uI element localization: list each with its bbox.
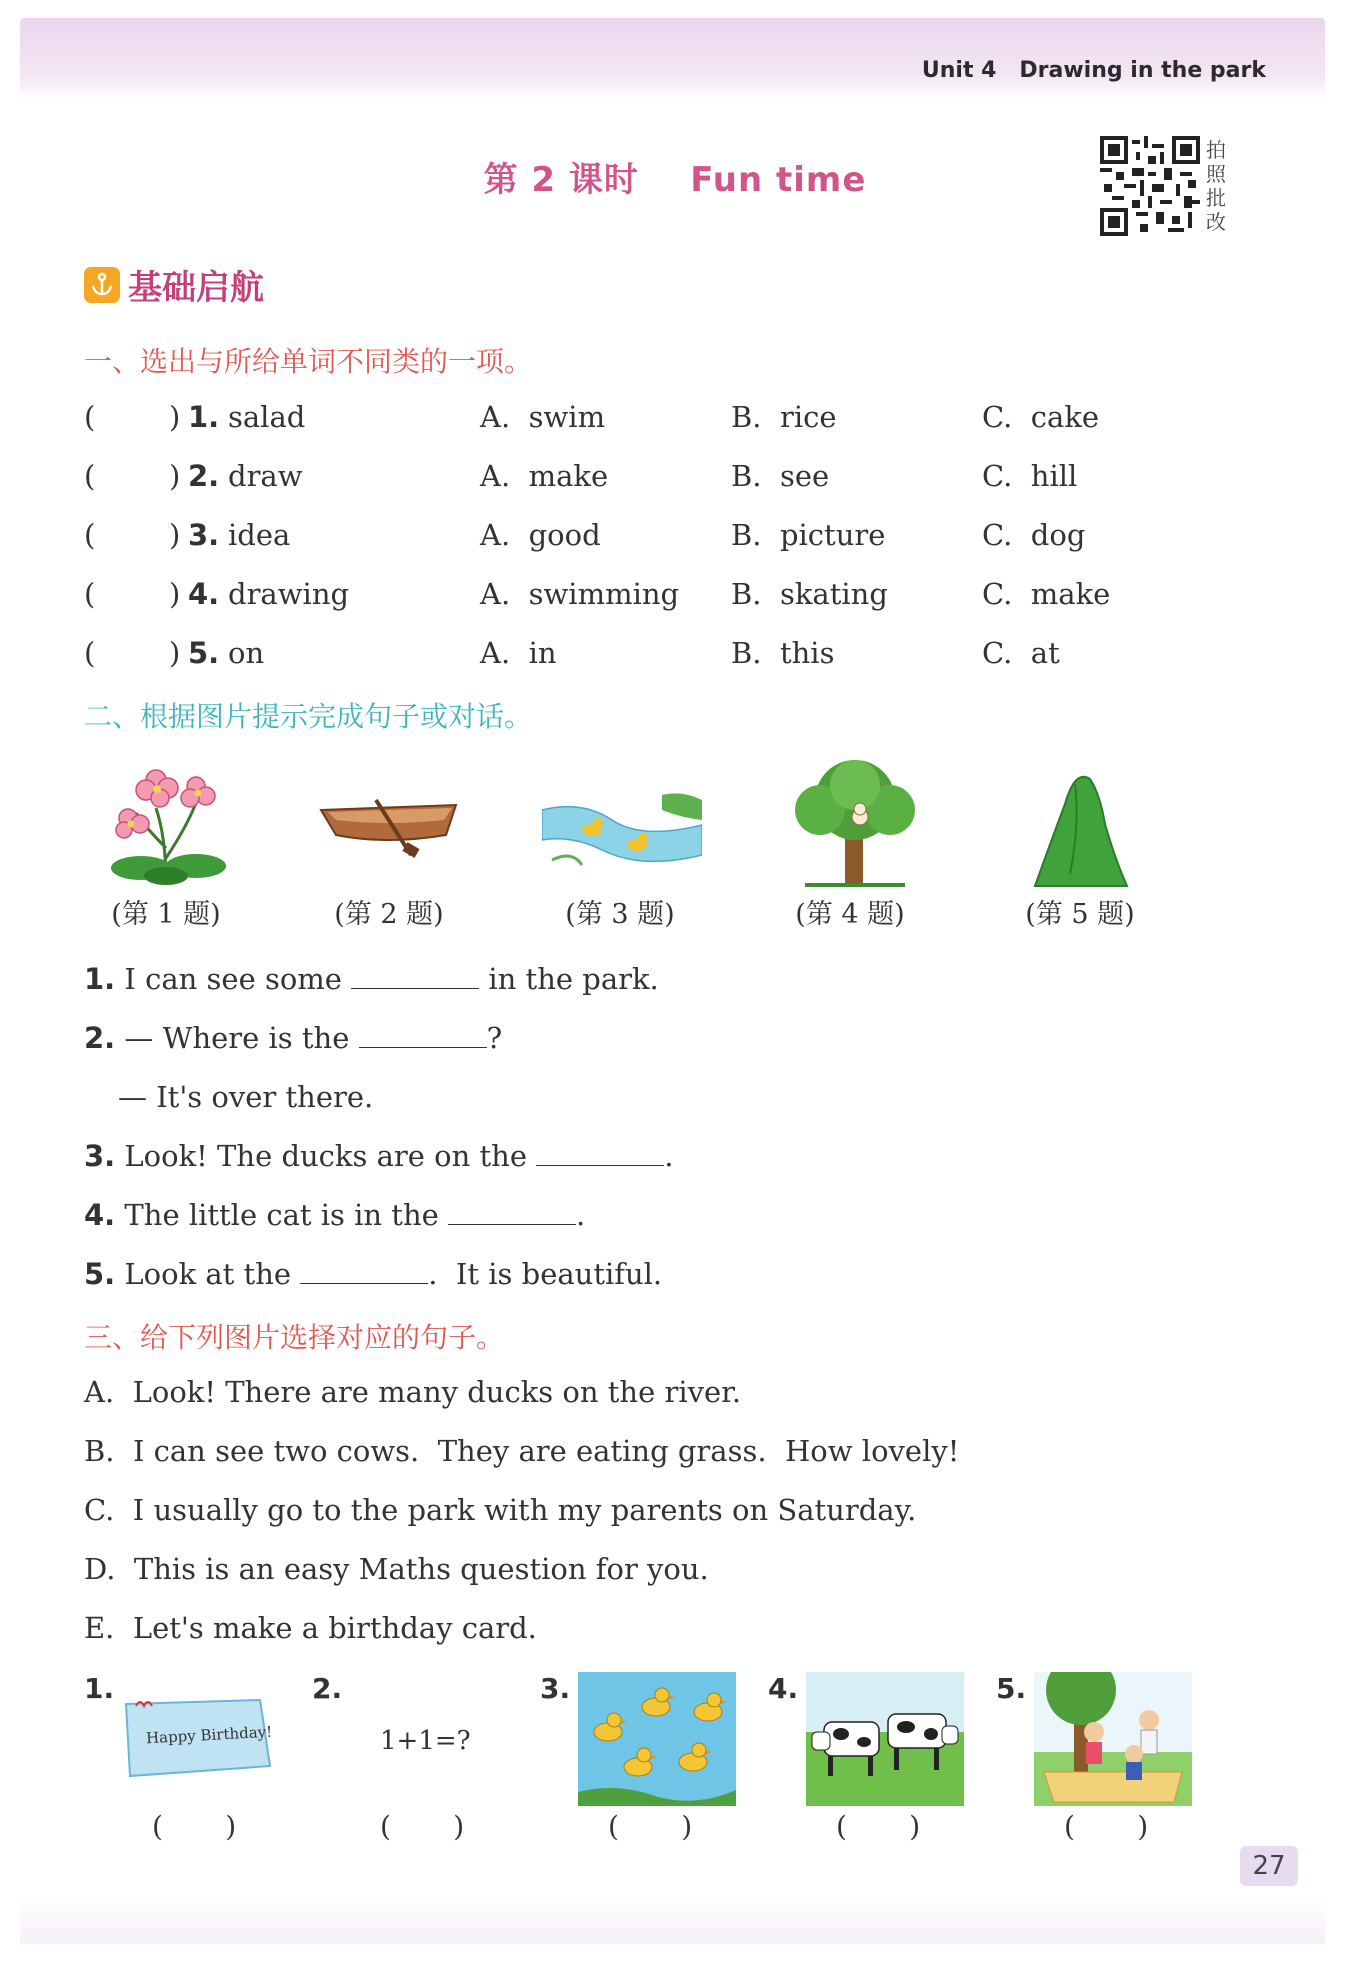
sentence-text-pre: I can see some [115, 962, 352, 996]
answer-paren[interactable]: ( ) [152, 1810, 237, 1843]
unit-title: Unit 4 Drawing in the park [921, 58, 1266, 83]
page-number: 27 [1240, 1846, 1298, 1886]
item-word: salad [228, 400, 306, 434]
sentence-5 [84, 1257, 662, 1291]
picture-number: 5. [996, 1672, 1027, 1705]
item-word: idea [228, 518, 291, 552]
option-b: B. see [731, 459, 830, 493]
sentence-1 [84, 962, 659, 996]
sentence-number: 3. [84, 1139, 116, 1173]
item-number: 5. [188, 636, 220, 670]
answer-paren[interactable]: ( ) [608, 1810, 693, 1843]
birthday-card-image [122, 1696, 272, 1778]
picture-caption: (第 5 题) [1025, 899, 1135, 930]
sentence-text-pre: Look! The ducks are on the [115, 1139, 537, 1173]
answer-paren[interactable]: ( ) [84, 636, 181, 670]
item-number: 4. [188, 577, 220, 611]
hill-image [1030, 764, 1130, 889]
answer-paren[interactable]: ( ) [84, 518, 181, 552]
option-sentence-e: E. Let's make a birthday card. [84, 1611, 537, 1645]
option-b: B. this [731, 636, 835, 670]
sentence-3 [84, 1139, 673, 1173]
bottom-band [20, 1894, 1325, 1944]
item-number: 3. [188, 518, 220, 552]
qr-code-icon[interactable] [1100, 136, 1200, 236]
sentence-text-post: in the park. [479, 962, 659, 996]
section-title [84, 260, 264, 309]
answer-blank[interactable] [351, 964, 479, 989]
answer-blank[interactable] [300, 1259, 428, 1284]
cows-image [806, 1672, 964, 1806]
sentence-text-post: . [664, 1139, 674, 1173]
sentence-text-post: . It is beautiful. [428, 1257, 663, 1291]
boat-image [316, 790, 461, 860]
sentence-text-pre: — Where is the [115, 1021, 359, 1055]
option-a: A. make [480, 459, 609, 493]
part3-heading: 三、给下列图片选择对应的句子。 [84, 1321, 505, 1354]
answer-paren[interactable]: ( ) [84, 577, 181, 611]
lesson-title: 第 2 课时 Fun time [483, 160, 867, 200]
qr-label: 拍照批改 [1206, 138, 1226, 234]
option-c: C. cake [982, 400, 1100, 434]
anchor-icon [84, 267, 120, 303]
option-c: C. at [982, 636, 1060, 670]
option-a: A. swimming [480, 577, 680, 611]
option-a: A. good [480, 518, 601, 552]
sentence-number: 1. [84, 962, 116, 996]
part1-heading: 一、选出与所给单词不同类的一项。 [84, 345, 533, 378]
item-word: on [228, 636, 265, 670]
option-b: B. skating [731, 577, 888, 611]
item-word: drawing [228, 577, 350, 611]
option-a: A. swim [480, 400, 606, 434]
sentence-number: 4. [84, 1198, 116, 1232]
answer-paren[interactable]: ( ) [836, 1810, 921, 1843]
picnic-image [1034, 1672, 1192, 1806]
tree-image [785, 755, 925, 890]
picture-caption: (第 2 题) [334, 899, 444, 930]
sentence-number: 5. [84, 1257, 116, 1291]
option-b: B. picture [731, 518, 886, 552]
answer-blank[interactable] [536, 1141, 664, 1166]
picture-number: 3. [540, 1672, 571, 1705]
section-title-text: 基础启航 [128, 268, 264, 308]
picture-number: 2. [312, 1672, 343, 1705]
item-number: 2. [188, 459, 220, 493]
answer-paren[interactable]: ( ) [1064, 1810, 1149, 1843]
answer-blank[interactable] [448, 1200, 576, 1225]
option-c: C. dog [982, 518, 1086, 552]
sentence-2 [84, 1021, 502, 1055]
ducks-image [578, 1672, 736, 1806]
picture-number: 1. [84, 1672, 115, 1705]
picture-caption: (第 4 题) [795, 899, 905, 930]
sentence-text-pre: Look at the [115, 1257, 301, 1291]
option-sentence-b: B. I can see two cows. They are eating grass. How lovely! [84, 1434, 960, 1468]
answer-blank[interactable] [359, 1023, 487, 1048]
part2-heading: 二、根据图片提示完成句子或对话。 [84, 700, 533, 733]
item-number: 1. [188, 400, 220, 434]
sentence-4 [84, 1198, 585, 1232]
sentence-text-pre: The little cat is in the [115, 1198, 448, 1232]
picture-number: 4. [768, 1672, 799, 1705]
answer-paren[interactable]: ( ) [84, 459, 181, 493]
card-text: Happy Birthday! [145, 1722, 273, 1748]
option-sentence-a: A. Look! There are many ducks on the river. [84, 1375, 742, 1409]
river-image [542, 790, 702, 870]
option-b: B. rice [731, 400, 837, 434]
sentence-text-post: ? [486, 1021, 503, 1055]
sentence-2-reply: — It's over there. [118, 1080, 374, 1114]
sentence-text-post: . [576, 1198, 586, 1232]
picture-caption: (第 1 题) [111, 899, 221, 930]
picture-caption: (第 3 题) [565, 899, 675, 930]
flowers-image [96, 758, 236, 888]
answer-paren[interactable]: ( ) [84, 400, 181, 434]
item-word: draw [228, 459, 303, 493]
answer-paren[interactable]: ( ) [380, 1810, 465, 1843]
option-sentence-c: C. I usually go to the park with my parents on Saturday. [84, 1493, 917, 1527]
sentence-number: 2. [84, 1021, 116, 1055]
option-c: C. hill [982, 459, 1078, 493]
math-question: 1+1=? [380, 1726, 471, 1756]
option-a: A. in [480, 636, 557, 670]
option-sentence-d: D. This is an easy Maths question for you. [84, 1552, 709, 1586]
option-c: C. make [982, 577, 1111, 611]
